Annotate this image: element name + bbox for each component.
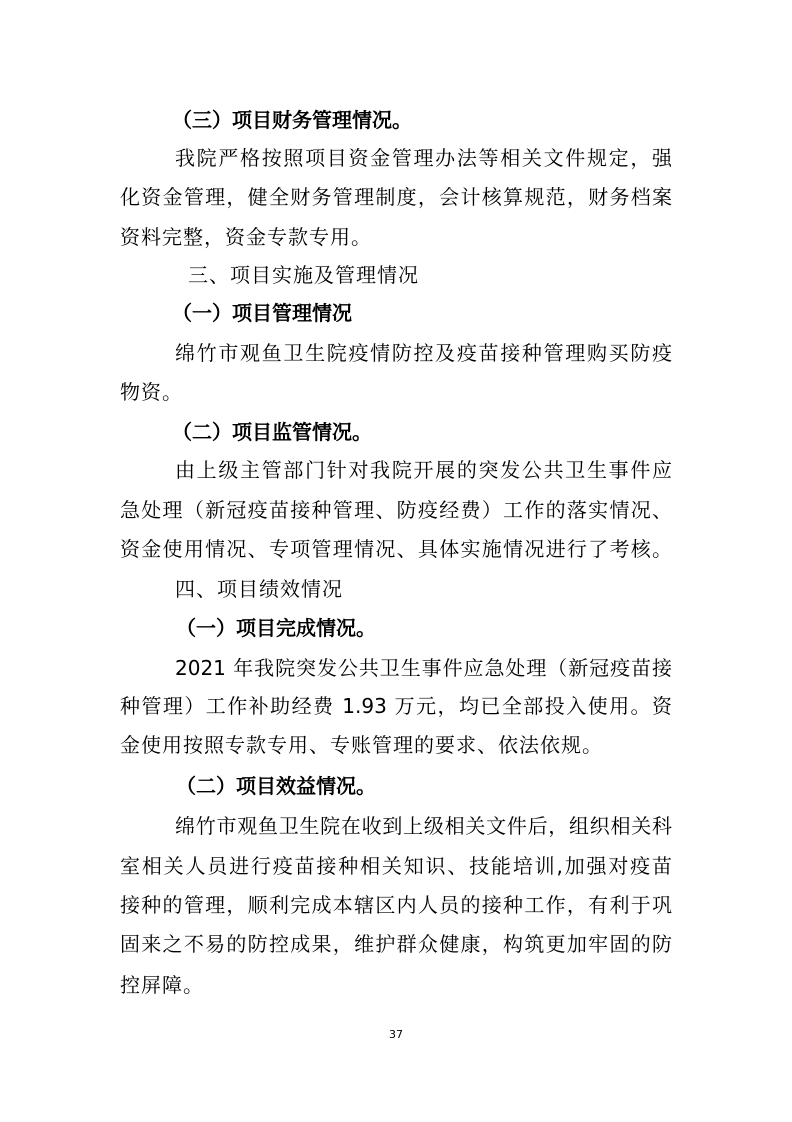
paragraph-line: 种管理）工作补助经费 1.93 万元，均已全部投入使用。资 [120,694,672,718]
paragraph-line: 绵竹市观鱼卫生院疫情防控及疫苗接种管理购买防疫 [175,341,672,365]
heading-supervision: （二）项目监管情况。 [172,420,372,444]
paragraph-line: 化资金管理，健全财务管理制度，会计核算规范，财务档案 [120,185,672,209]
paragraph-line: 绵竹市观鱼卫生院在收到上级相关文件后，组织相关科 [175,814,672,838]
paragraph-line: 资金使用情况、专项管理情况、具体实施情况进行了考核。 [120,537,672,561]
heading-benefits: （二）项目效益情况。 [176,774,376,798]
heading-project-management: （一）项目管理情况 [172,301,352,325]
section-heading-implementation: 三、项目实施及管理情况 [188,263,419,287]
heading-completion: （一）项目完成情况。 [176,616,376,640]
section-heading-performance: 四、项目绩效情况 [175,577,343,601]
paragraph-line: 固来之不易的防控成果，维护群众健康，构筑更加牢固的防 [120,932,672,956]
page-number: 37 [389,1028,403,1041]
paragraph-line: 资料完整，资金专款专用。 [120,225,372,249]
paragraph-line: 我院严格按照项目资金管理办法等相关文件规定，强 [175,146,672,170]
paragraph-line: 2021 年我院突发公共卫生事件应急处理（新冠疫苗接 [175,656,672,680]
paragraph-line: 由上级主管部门针对我院开展的突发公共卫生事件应 [175,458,672,482]
paragraph-line: 急处理（新冠疫苗接种管理、防疫经费）工作的落实情况、 [120,498,672,522]
paragraph-line: 室相关人员进行疫苗接种相关知识、技能培训,加强对疫苗 [120,854,672,878]
paragraph-line: 接种的管理，顺利完成本辖区内人员的接种工作，有利于巩 [120,893,672,917]
paragraph-line: 控屏障。 [120,973,204,997]
heading-finance-management: （三）项目财务管理情况。 [172,108,412,132]
paragraph-line: 物资。 [120,380,183,404]
paragraph-line: 金使用按照专款专用、专账管理的要求、依法依规。 [120,733,603,757]
